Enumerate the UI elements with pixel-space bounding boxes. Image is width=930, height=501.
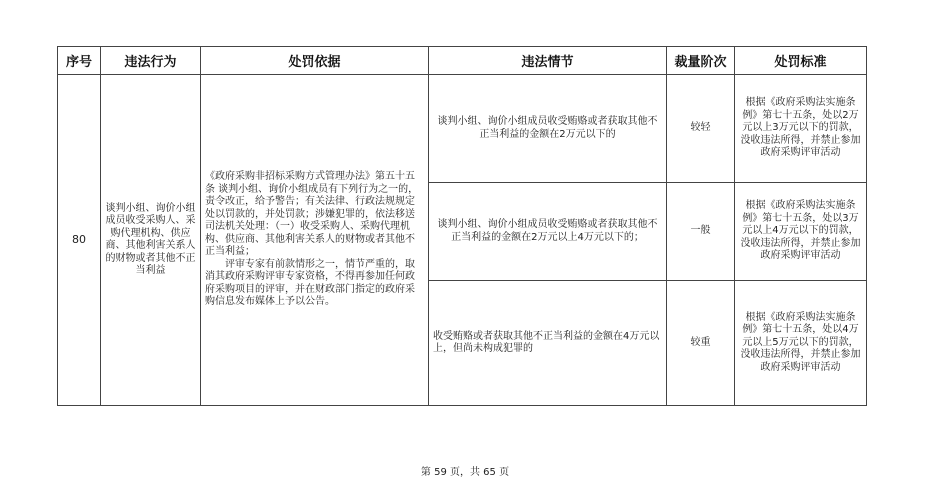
page-footer: 第 59 页，共 65 页 [420, 467, 510, 478]
level-cell: 较重 [667, 281, 735, 406]
basis-text [201, 75, 429, 406]
level-cell: 一般 [667, 183, 735, 281]
standard-text: 根据《政府采购法实施条例》第七十五条，处以4万元以上5万元以下的罚款，没收违法所得，并禁止参加政府采购评审活动 [740, 311, 861, 373]
standard-text: 根据《政府采购法实施条例》第七十五条，处以3万元以上4万元以下的罚款，没收违法所得，并禁止参加政府采购评审活动 [740, 200, 861, 262]
header-violation: 违法行为 [101, 47, 201, 75]
standard-cell [735, 183, 867, 281]
header-circumstance: 违法情节 [429, 47, 667, 75]
basis-paragraph-1: 《政府采购非招标采购方式管理办法》第五十五条 谈判小组、询价小组成员有下列行为之一的，责令改正，给予警告；有关法律、行政法规规定处以罚款的，并处罚款；涉嫌犯罪的，依法移送司法机关处理：（一）收受采购人、采购代理机构、供应商、其他利害关系人的财物或者其他不正当利益； [205, 171, 419, 258]
level-cell: 较轻 [667, 75, 735, 183]
circumstance-cell [429, 183, 667, 281]
header-standard: 处罚标准 [735, 47, 867, 75]
penalty-table [57, 46, 867, 406]
row-number: 80 [58, 75, 101, 406]
circumstance-cell [429, 281, 667, 406]
basis-paragraph-2: 评审专家有前款情形之一，情节严重的，取消其政府采购评审专家资格，不得再参加任何政府采购项目的评审，并在财政部门指定的政府采购信息发布媒体上予以公告。 [205, 258, 415, 308]
header-basis: 处罚依据 [201, 47, 429, 75]
circumstance-cell [429, 75, 667, 183]
standard-cell [735, 75, 867, 183]
table-row [58, 75, 867, 183]
circumstance-text: 谈判小组、询价小组成员收受贿赂或者获取其他不正当利益的金额在2万元以上4万元以下的； [437, 219, 658, 243]
header-number: 序号 [58, 47, 101, 75]
standard-text: 根据《政府采购法实施条例》第七十五条，处以2万元以上3万元以下的罚款，没收违法所得，并禁止参加政府采购评审活动 [740, 97, 861, 159]
violation-text: 谈判小组、询价小组成员收受采购人、采购代理机构、供应商、其他利害关系人的财物或者其他不正当利益 [101, 75, 201, 406]
circumstance-text: 收受贿赂或者获取其他不正当利益的金额在4万元以上，但尚未构成犯罪的 [433, 330, 660, 354]
circumstance-text: 谈判小组、询价小组成员收受贿赂或者获取其他不正当利益的金额在2万元以下的 [437, 116, 658, 140]
standard-cell [735, 281, 867, 406]
header-row [58, 47, 867, 75]
header-level: 裁量阶次 [667, 47, 735, 75]
